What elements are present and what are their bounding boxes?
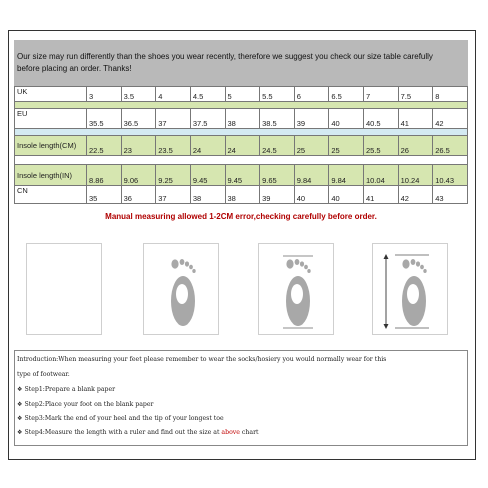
foot-measured-panel bbox=[372, 243, 448, 335]
cell: 9.06 bbox=[121, 165, 156, 186]
cell: 9.84 bbox=[294, 165, 329, 186]
step-4-highlight: above bbox=[221, 429, 240, 436]
cell: 40 bbox=[329, 186, 364, 204]
cell: 10.24 bbox=[398, 165, 433, 186]
notice-line-1: Our size may run differently than the shoes you wear recently, therefore we suggest you check our size table carefully bbox=[17, 52, 433, 61]
cell: 38 bbox=[225, 109, 260, 129]
intro-line-2: type of footwear. bbox=[17, 371, 70, 378]
cell: 6 bbox=[294, 87, 329, 102]
step-1: ❖ Step1:Prepare a blank paper bbox=[17, 386, 116, 393]
cell: 6.5 bbox=[329, 87, 364, 102]
cell: 9.25 bbox=[156, 165, 191, 186]
cell: 10.43 bbox=[433, 165, 468, 186]
cell: 42 bbox=[433, 109, 468, 129]
cell: 7.5 bbox=[398, 87, 433, 102]
cell: 8 bbox=[433, 87, 468, 102]
row-insole-cm bbox=[15, 136, 468, 156]
foot-marked-panel bbox=[258, 243, 334, 335]
step-4-text: ❖ Step4:Measure the length with a ruler and find out the size at bbox=[17, 429, 222, 436]
cell: 3.5 bbox=[121, 87, 156, 102]
cell: 43 bbox=[433, 186, 468, 204]
cell: 41 bbox=[364, 186, 399, 204]
cell: 25.5 bbox=[364, 136, 399, 156]
cell: 39 bbox=[260, 186, 295, 204]
row-spacer bbox=[15, 102, 468, 109]
row-label: Insole length(CM) bbox=[15, 136, 87, 156]
cell: 9.45 bbox=[225, 165, 260, 186]
cell: 26.5 bbox=[433, 136, 468, 156]
cell: 39 bbox=[294, 109, 329, 129]
cell: 5.5 bbox=[260, 87, 295, 102]
cell: 23.5 bbox=[156, 136, 191, 156]
measuring-instructions bbox=[14, 350, 468, 446]
step-3: ❖ Step3:Mark the end of your heel and the tip of your longest toe bbox=[17, 415, 224, 422]
size-notice bbox=[14, 40, 468, 86]
cell: 35 bbox=[87, 186, 122, 204]
foot-marked-icon bbox=[259, 244, 335, 336]
row-insole-in bbox=[15, 165, 468, 186]
cell: 24.5 bbox=[260, 136, 295, 156]
cell: 23 bbox=[121, 136, 156, 156]
row-cn bbox=[15, 186, 468, 204]
cell: 9.45 bbox=[190, 165, 225, 186]
row-spacer bbox=[15, 129, 468, 136]
blank-paper-panel bbox=[26, 243, 102, 335]
row-eu bbox=[15, 109, 468, 129]
cell: 8.86 bbox=[87, 165, 122, 186]
cell: 40 bbox=[329, 109, 364, 129]
cell: 38 bbox=[225, 186, 260, 204]
size-table bbox=[14, 86, 468, 204]
row-label: UK bbox=[15, 87, 87, 102]
cell: 22.5 bbox=[87, 136, 122, 156]
cell: 36 bbox=[121, 186, 156, 204]
cell: 25 bbox=[329, 136, 364, 156]
cell: 4.5 bbox=[190, 87, 225, 102]
row-label: Insole length(IN) bbox=[15, 165, 87, 186]
cell: 10.04 bbox=[364, 165, 399, 186]
step-4-tail: chart bbox=[239, 429, 259, 436]
cell: 9.84 bbox=[329, 165, 364, 186]
step-2: ❖ Step2:Place your foot on the blank paper bbox=[17, 401, 154, 408]
foot-measured-icon bbox=[373, 244, 449, 336]
cell: 37.5 bbox=[190, 109, 225, 129]
measuring-warning: Manual measuring allowed 1-2CM error,checking carefully before order. bbox=[105, 212, 377, 221]
cell: 5 bbox=[225, 87, 260, 102]
row-uk bbox=[15, 87, 468, 102]
cell: 40 bbox=[294, 186, 329, 204]
foot-icon bbox=[144, 244, 220, 336]
row-label: EU bbox=[15, 109, 87, 129]
intro-line-1: Introduction:When measuring your feet please remember to wear the socks/hosiery you would normally wear for this bbox=[17, 356, 387, 363]
cell: 35.5 bbox=[87, 109, 122, 129]
cell: 7 bbox=[364, 87, 399, 102]
cell: 37 bbox=[156, 109, 191, 129]
cell: 41 bbox=[398, 109, 433, 129]
cell: 24 bbox=[190, 136, 225, 156]
cell: 24 bbox=[225, 136, 260, 156]
cell: 40.5 bbox=[364, 109, 399, 129]
cell: 25 bbox=[294, 136, 329, 156]
row-label: CN bbox=[15, 186, 87, 204]
cell: 3 bbox=[87, 87, 122, 102]
cell: 37 bbox=[156, 186, 191, 204]
row-spacer bbox=[15, 156, 468, 165]
cell: 38 bbox=[190, 186, 225, 204]
cell: 26 bbox=[398, 136, 433, 156]
foot-panel bbox=[143, 243, 219, 335]
step-4 bbox=[17, 429, 259, 436]
notice-line-2: before placing an order. Thanks! bbox=[17, 64, 132, 73]
cell: 4 bbox=[156, 87, 191, 102]
cell: 38.5 bbox=[260, 109, 295, 129]
cell: 42 bbox=[398, 186, 433, 204]
blank-paper-icon bbox=[27, 244, 103, 336]
cell: 9.65 bbox=[260, 165, 295, 186]
cell: 36.5 bbox=[121, 109, 156, 129]
